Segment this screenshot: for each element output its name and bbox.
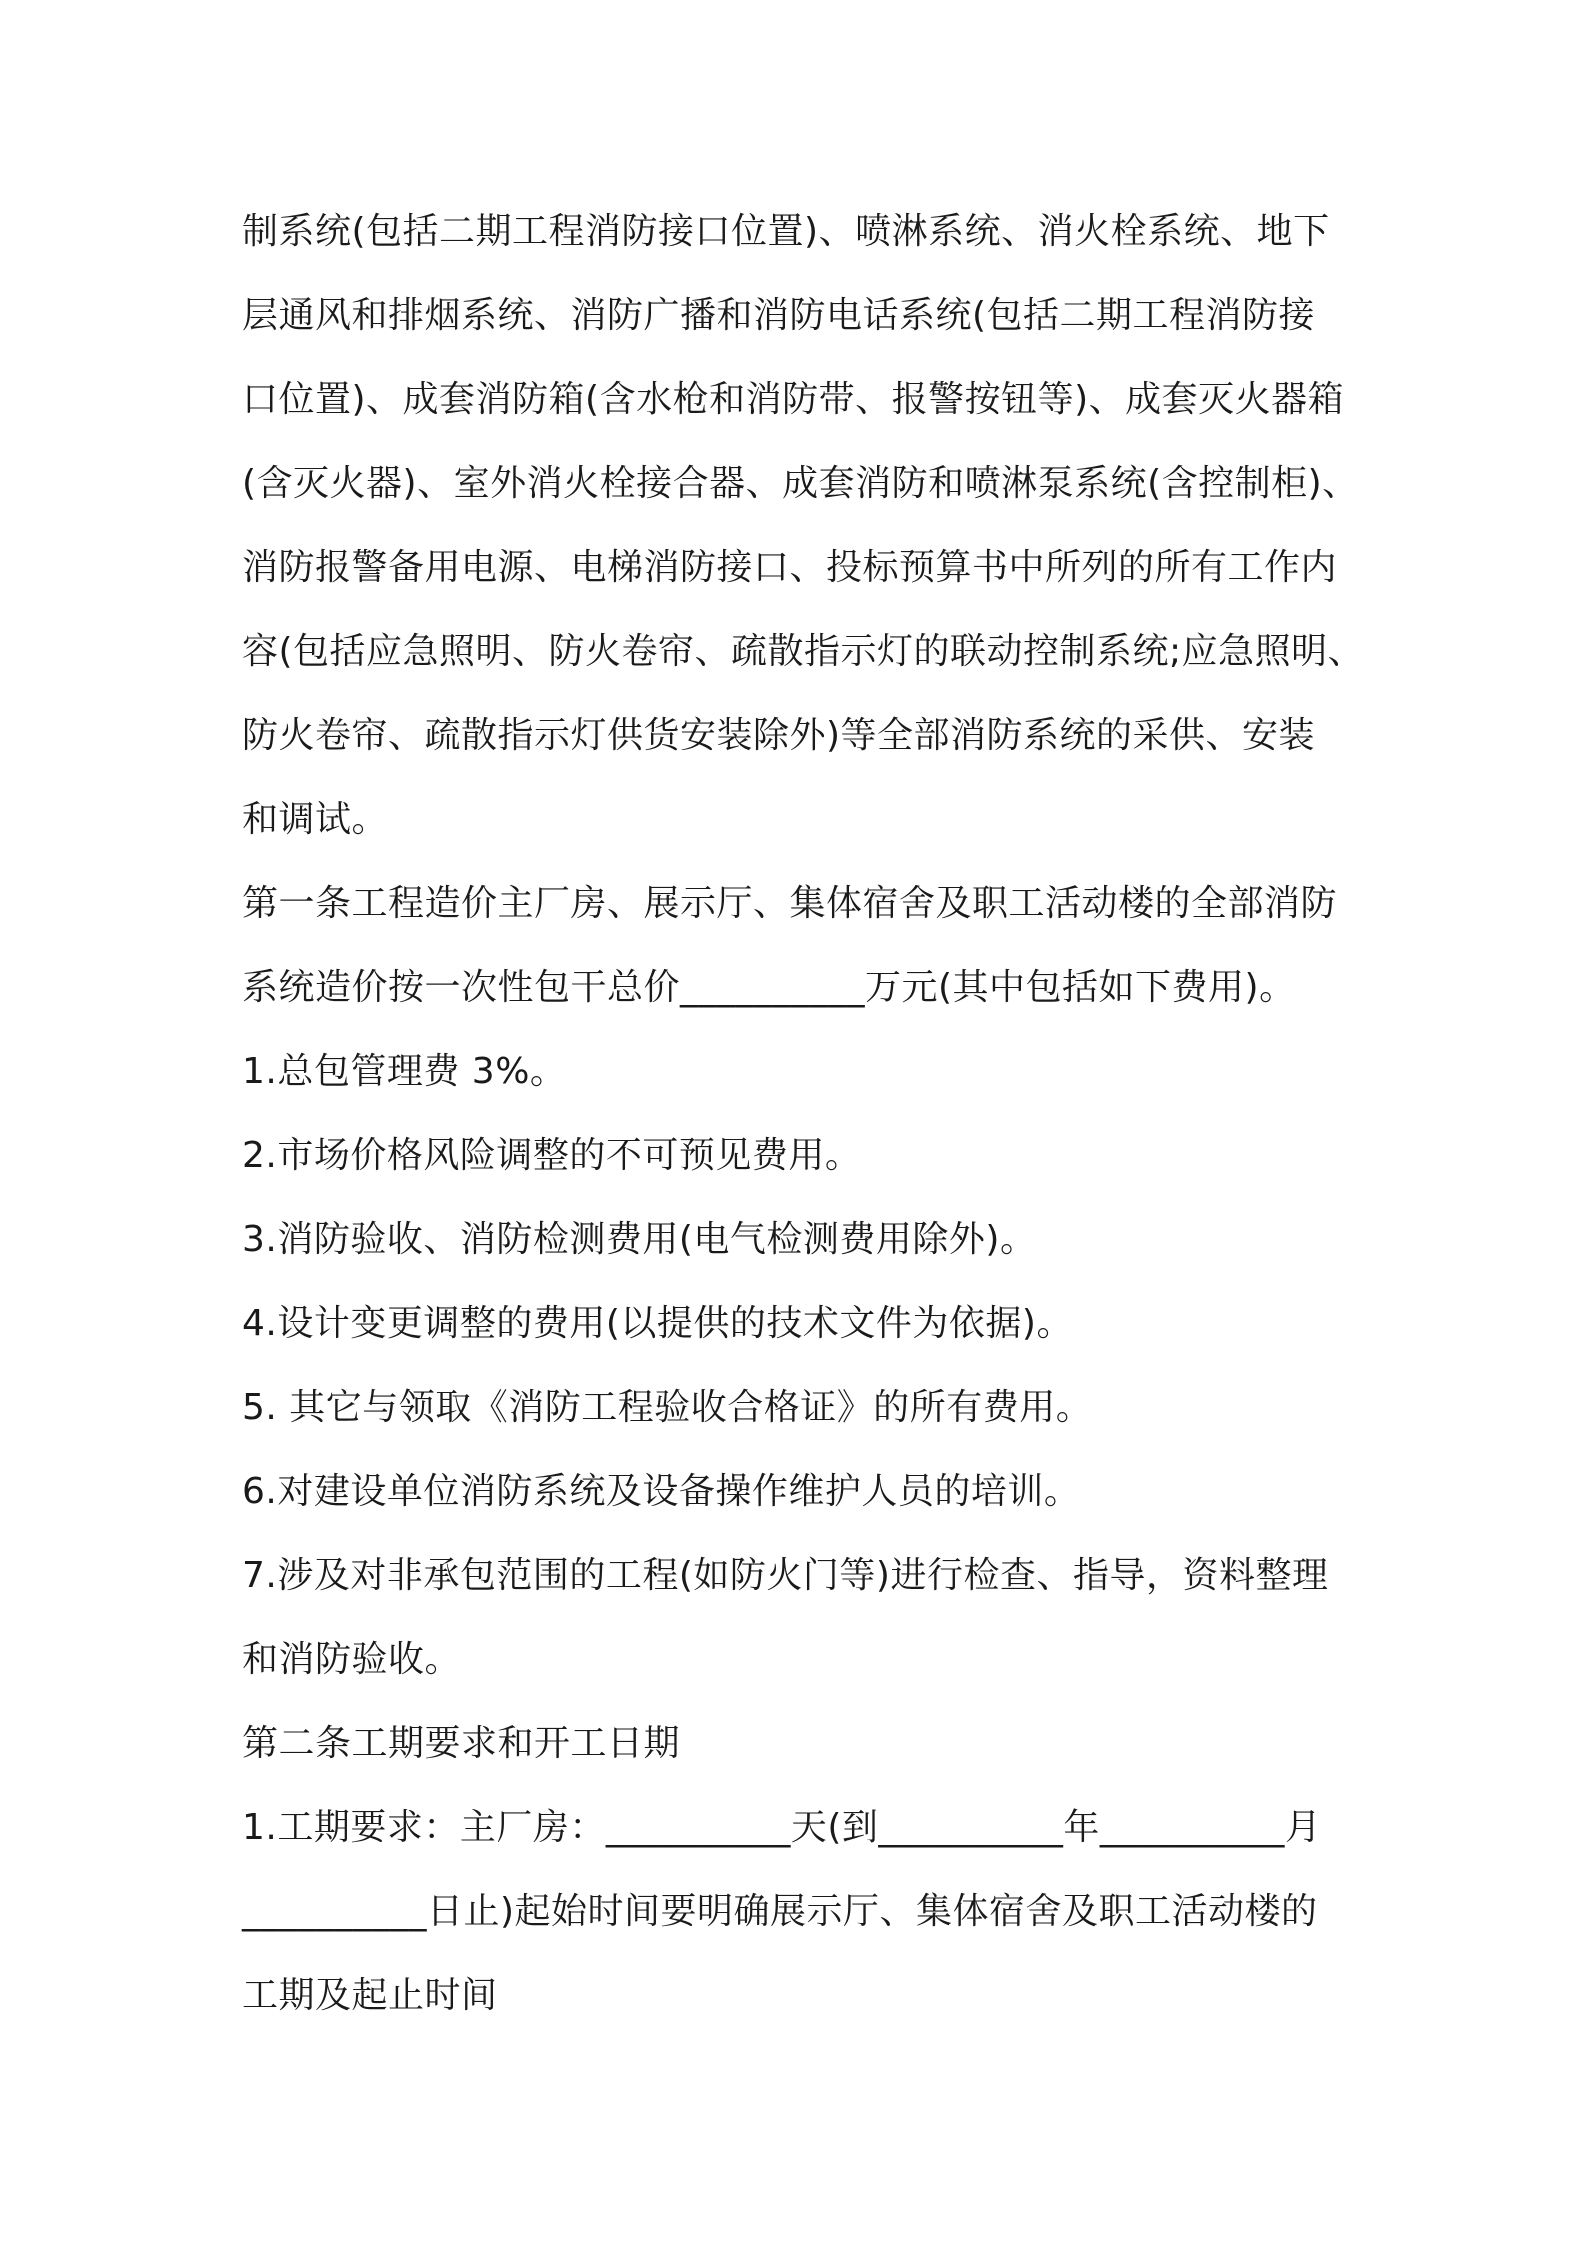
text-line: 防火卷帘、疏散指示灯供货安装除外)等全部消防系统的采供、安装	[242, 715, 1316, 756]
text-line: 和调试。	[242, 799, 389, 840]
article-2-heading: 第二条工期要求和开工日期	[242, 1723, 681, 1764]
list-item: 2.市场价格风险调整的不可预见费用。	[242, 1135, 862, 1176]
document-body	[242, 190, 1367, 2038]
text-line: 容(包括应急照明、防火卷帘、疏散指示灯的联动控制系统;应急照明、	[242, 631, 1365, 672]
list-item: 3.消防验收、消防检测费用(电气检测费用除外)。	[242, 1219, 1037, 1260]
text-line: (含灭火器)、室外消火栓接合器、成套消防和喷淋泵系统(含控制柜)、	[242, 463, 1359, 504]
list-item: 1.工期要求：主厂房：__________天(到__________年__________月	[242, 1807, 1322, 1848]
text-line: 系统造价按一次性包干总价__________万元(其中包括如下费用)。	[242, 967, 1296, 1008]
article-1-heading-line: 第一条工程造价主厂房、展示厅、集体宿舍及职工活动楼的全部消防	[242, 883, 1338, 924]
text-line: 和消防验收。	[242, 1639, 462, 1680]
text-line: 口位置)、成套消防箱(含水枪和消防带、报警按钮等)、成套灭火器箱	[242, 379, 1345, 420]
list-item: 5. 其它与领取《消防工程验收合格证》的所有费用。	[242, 1387, 1093, 1428]
list-item: 7.涉及对非承包范围的工程(如防火门等)进行检查、指导，资料整理	[242, 1555, 1329, 1596]
text-line: 消防报警备用电源、电梯消防接口、投标预算书中所列的所有工作内	[242, 547, 1338, 588]
text-line: 工期及起止时间	[242, 1975, 498, 2016]
text-line: 制系统(包括二期工程消防接口位置)、喷淋系统、消火栓系统、地下	[242, 211, 1330, 252]
list-item: 6.对建设单位消防系统及设备操作维护人员的培训。	[242, 1471, 1081, 1512]
text-line: 层通风和排烟系统、消防广播和消防电话系统(包括二期工程消防接	[242, 295, 1316, 336]
list-item: 4.设计变更调整的费用(以提供的技术文件为依据)。	[242, 1303, 1073, 1344]
text-line: __________日止)起始时间要明确展示厅、集体宿舍及职工活动楼的	[242, 1891, 1318, 1932]
list-item: 1.总包管理费 3%。	[242, 1051, 567, 1092]
